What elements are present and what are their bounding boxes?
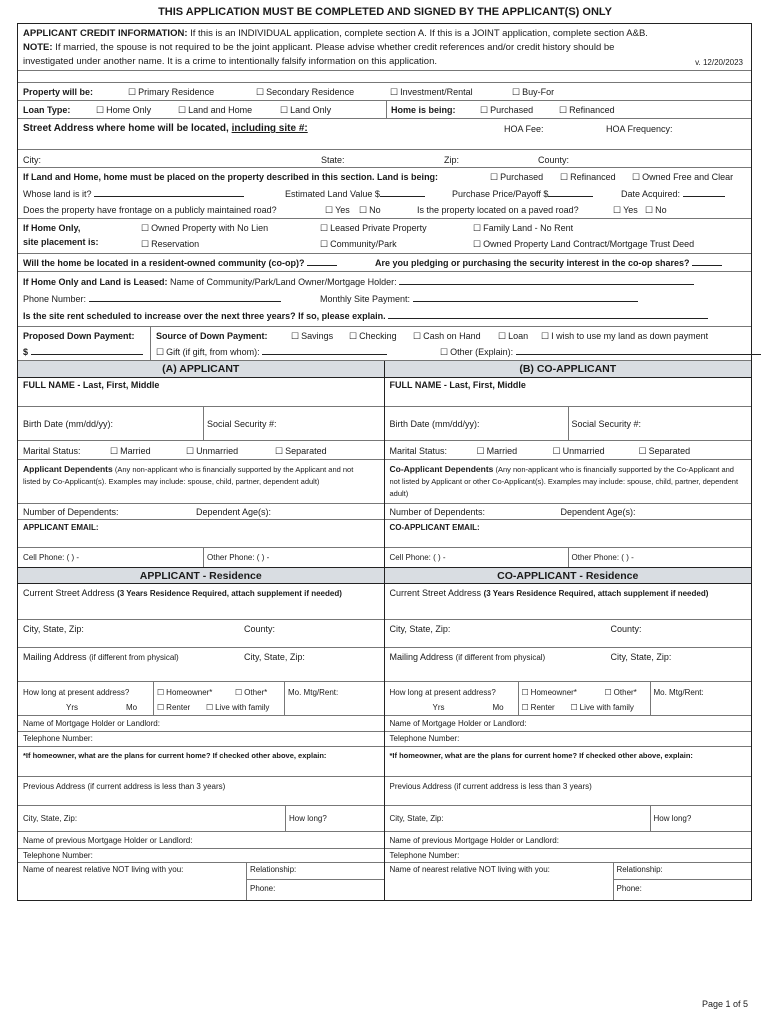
land-section xyxy=(18,168,751,219)
applicant-header: (A) APPLICANT xyxy=(18,361,384,378)
land-contract-checkbox[interactable]: ☐ Owned Property Land Contract/Mortgage Trust Deed xyxy=(473,239,694,250)
site-placement-label: site placement is: xyxy=(23,237,99,247)
applicant-mtg-rent[interactable]: Mo. Mtg/Rent: xyxy=(288,688,339,697)
applicant-dependents-note: (Any non-applicant who is financially supported by the Applicant and not listed by Co-Applicant(s). Examples may include: spouse, child, partner, dependent adult) xyxy=(23,465,354,486)
source-label: Source of Down Payment: xyxy=(156,331,268,341)
intro-note: If married, the spouse is not required to be the joint applicant. Please advise whether credit references and/or credit history should be xyxy=(55,42,615,53)
applicant-ssn[interactable]: Social Security #: xyxy=(207,419,277,429)
state-label: State: xyxy=(321,155,345,165)
applicant-other-checkbox[interactable]: ☐ Other* xyxy=(235,688,267,697)
applicant-full-name[interactable]: FULL NAME - Last, First, Middle xyxy=(23,380,160,390)
gift-field[interactable] xyxy=(262,347,387,355)
applicant-residence-header: APPLICANT - Residence xyxy=(18,567,384,584)
applicant-relative-phone[interactable]: Phone: xyxy=(250,884,276,893)
whose-land-field[interactable] xyxy=(94,189,244,197)
co-applicant-dependents-label: Co-Applicant Dependents xyxy=(389,464,494,474)
co-applicant-other-phone[interactable]: Other Phone: ( ) - xyxy=(571,553,634,562)
applicant-cell-phone[interactable]: Cell Phone: ( ) - xyxy=(23,553,80,562)
co-applicant-dependent-ages[interactable]: Dependent Age(s): xyxy=(560,507,636,517)
community-name-label: Name of Community/Park/Land Owner/Mortgage Holder: xyxy=(170,277,397,287)
home-only-checkbox[interactable]: ☐ Home Only xyxy=(96,105,151,116)
applicant-dependents-label: Applicant Dependents xyxy=(23,464,113,474)
applicant-mailing-address[interactable]: Mailing Address xyxy=(23,652,87,662)
loan-checkbox[interactable]: ☐ Loan xyxy=(498,331,528,342)
spacer xyxy=(18,71,751,83)
co-applicant-separated-checkbox[interactable]: ☐ Separated xyxy=(639,446,691,457)
applicant-previous-address[interactable]: Previous Address (if current address is less than 3 years) xyxy=(23,782,226,791)
co-applicant-live-family-checkbox[interactable]: ☐ Live with family xyxy=(571,703,634,712)
coop-shares-answer[interactable] xyxy=(692,258,722,266)
checking-checkbox[interactable]: ☐ Checking xyxy=(349,331,397,342)
leased-phone-label: Phone Number: xyxy=(23,294,87,304)
loan-type-row xyxy=(18,101,751,119)
investment-checkbox[interactable]: ☐ Investment/Rental xyxy=(390,87,473,98)
applicant-email[interactable]: APPLICANT EMAIL: xyxy=(23,523,99,532)
city-label: City: xyxy=(23,155,41,165)
co-applicant-relative-phone[interactable]: Phone: xyxy=(616,884,642,893)
applicant-unmarried-checkbox[interactable]: ☐ Unmarried xyxy=(186,446,238,457)
co-applicant-homeowner-checkbox[interactable]: ☐ Homeowner* xyxy=(522,688,577,697)
co-applicant-married-checkbox[interactable]: ☐ Married xyxy=(477,446,518,457)
paved-question: Is the property located on a paved road? xyxy=(417,205,579,215)
zip-label: Zip: xyxy=(444,155,460,165)
hoa-frequency-label: HOA Frequency: xyxy=(606,124,673,134)
land-owned-checkbox[interactable]: ☐ Owned Free and Clear xyxy=(632,172,733,183)
co-applicant-cell-phone[interactable]: Cell Phone: ( ) - xyxy=(389,553,446,562)
frontage-yes-checkbox[interactable]: ☐ Yes xyxy=(325,205,350,216)
applicant-homeowner-checkbox[interactable]: ☐ Homeowner* xyxy=(157,688,212,697)
rent-increase-field[interactable] xyxy=(388,311,708,319)
applicant-prev-how-long[interactable]: How long? xyxy=(289,814,327,823)
co-applicant-full-name[interactable]: FULL NAME - Last, First, Middle xyxy=(389,380,526,390)
purchased-checkbox[interactable]: ☐ Purchased xyxy=(480,105,533,116)
community-park-checkbox[interactable]: ☐ Community/Park xyxy=(320,239,397,250)
frontage-no-checkbox[interactable]: ☐ No xyxy=(359,205,381,216)
reservation-checkbox[interactable]: ☐ Reservation xyxy=(141,239,199,250)
home-is-label: Home is being: xyxy=(391,105,456,115)
co-applicant-prev-how-long[interactable]: How long? xyxy=(653,814,692,823)
co-applicant-mailing-city[interactable]: City, State, Zip: xyxy=(610,652,672,662)
applicant-relative[interactable]: Name of nearest relative NOT living with you: xyxy=(23,865,184,874)
coop-row xyxy=(18,254,751,272)
applicant-city-state-zip[interactable]: City, State, Zip: xyxy=(23,624,84,634)
community-name-field[interactable] xyxy=(399,277,694,285)
leased-section xyxy=(18,272,751,327)
est-value-field[interactable] xyxy=(380,189,425,197)
applicant-column xyxy=(18,361,385,900)
application-form xyxy=(17,23,752,901)
applicant-how-long: How long at present address? xyxy=(23,688,130,697)
co-applicant-mortgage-holder[interactable]: Name of Mortgage Holder or Landlord: xyxy=(389,719,527,728)
family-land-checkbox[interactable]: ☐ Family Land - No Rent xyxy=(473,223,573,234)
co-applicant-address-note: (3 Years Residence Required, attach supplement if needed) xyxy=(483,589,709,598)
co-applicant-residence-header: CO-APPLICANT - Residence xyxy=(385,567,752,584)
co-applicant-current-address[interactable]: Current Street Address xyxy=(389,588,482,598)
co-applicant-yrs[interactable]: Yrs xyxy=(432,703,445,712)
intro-line1: If this is an INDIVIDUAL application, complete section A. If this is a JOINT application, complete section A&B. xyxy=(190,28,648,39)
co-applicant-relationship[interactable]: Relationship: xyxy=(616,865,663,874)
co-applicant-renter-checkbox[interactable]: ☐ Renter xyxy=(522,703,555,712)
co-applicant-relative[interactable]: Name of nearest relative NOT living with you: xyxy=(389,865,550,874)
other-checkbox[interactable]: ☐ Other (Explain): xyxy=(440,347,513,357)
owned-no-lien-checkbox[interactable]: ☐ Owned Property with No Lien xyxy=(141,223,268,234)
applicant-address-note: (3 Years Residence Required, attach supplement if needed) xyxy=(117,589,342,598)
applicant-mailing-city[interactable]: City, State, Zip: xyxy=(244,652,305,662)
applicant-mortgage-holder[interactable]: Name of Mortgage Holder or Landlord: xyxy=(23,719,160,728)
down-payment-label: Proposed Down Payment: xyxy=(23,331,135,341)
down-payment-section xyxy=(18,327,751,361)
land-label: If Land and Home, home must be placed on the property described in this section. Land is being: xyxy=(23,172,439,182)
land-and-home-checkbox[interactable]: ☐ Land and Home xyxy=(178,105,252,116)
down-payment-field[interactable] xyxy=(31,347,143,355)
co-applicant-plans-question[interactable]: *If homeowner, what are the plans for current home? If checked other above, explain: xyxy=(389,751,693,760)
co-applicant-unmarried-checkbox[interactable]: ☐ Unmarried xyxy=(553,446,605,457)
co-applicant-header: (B) CO-APPLICANT xyxy=(385,361,752,378)
applicant-mo[interactable]: Mo xyxy=(126,703,138,712)
land-purchased-checkbox[interactable]: ☐ Purchased xyxy=(490,172,543,183)
intro-heading: APPLICANT CREDIT INFORMATION: xyxy=(23,28,188,39)
co-applicant-mtg-rent[interactable]: Mo. Mtg/Rent: xyxy=(653,688,704,697)
coop-shares-question: Are you pledging or purchasing the security interest in the co-op shares? xyxy=(375,258,690,268)
applicant-prev-city[interactable]: City, State, Zip: xyxy=(23,814,78,823)
applicant-num-dependents[interactable]: Number of Dependents: xyxy=(23,507,119,517)
est-value-label: Estimated Land Value $ xyxy=(285,189,380,199)
applicant-married-checkbox[interactable]: ☐ Married xyxy=(110,446,151,457)
co-applicant-column xyxy=(385,361,752,900)
applicant-grid xyxy=(18,361,751,900)
loan-type-label: Loan Type: xyxy=(23,105,71,115)
applicant-relationship[interactable]: Relationship: xyxy=(250,865,297,874)
site-payment-label: Monthly Site Payment: xyxy=(320,294,411,304)
land-refinanced-checkbox[interactable]: ☐ Refinanced xyxy=(560,172,616,183)
leased-private-checkbox[interactable]: ☐ Leased Private Property xyxy=(320,223,427,234)
whose-land-label: Whose land is it? xyxy=(23,189,92,199)
refinanced-checkbox[interactable]: ☐ Refinanced xyxy=(559,105,615,116)
co-applicant-mailing-note: (if different from physical) xyxy=(455,653,546,662)
applicant-birth-date[interactable]: Birth Date (mm/dd/yy): xyxy=(23,419,114,429)
page-title: THIS APPLICATION MUST BE COMPLETED AND SIGNED BY THE APPLICANT(S) ONLY xyxy=(158,6,612,18)
primary-residence-checkbox[interactable]: ☐ Primary Residence xyxy=(128,87,214,98)
co-applicant-prev-city[interactable]: City, State, Zip: xyxy=(389,814,444,823)
applicant-other-phone[interactable]: Other Phone: ( ) - xyxy=(207,553,270,562)
co-applicant-prev-holder[interactable]: Name of previous Mortgage Holder or Landlord: xyxy=(389,836,559,845)
co-applicant-county[interactable]: County: xyxy=(610,624,642,634)
applicant-marital-label: Marital Status: xyxy=(23,446,81,456)
city-row xyxy=(18,150,751,168)
co-applicant-previous-address[interactable]: Previous Address (if current address is less than 3 years) xyxy=(389,782,592,791)
secondary-residence-checkbox[interactable]: ☐ Secondary Residence xyxy=(256,87,354,98)
applicant-yrs[interactable]: Yrs xyxy=(66,703,78,712)
co-applicant-how-long: How long at present address? xyxy=(389,688,496,697)
property-row xyxy=(18,83,751,101)
co-applicant-ssn[interactable]: Social Security #: xyxy=(571,419,642,429)
cash-checkbox[interactable]: ☐ Cash on Hand xyxy=(413,331,481,342)
co-applicant-birth-date[interactable]: Birth Date (mm/dd/yy): xyxy=(389,419,480,429)
coop-question: Will the home be located in a resident-owned community (co-op)? xyxy=(23,258,305,268)
street-row xyxy=(18,119,751,150)
frontage-question: Does the property have frontage on a publicly maintained road? xyxy=(23,205,277,215)
leased-phone-field[interactable] xyxy=(89,294,281,302)
paved-no-checkbox[interactable]: ☐ No xyxy=(645,205,667,216)
applicant-telephone[interactable]: Telephone Number: xyxy=(23,734,93,743)
applicant-separated-checkbox[interactable]: ☐ Separated xyxy=(275,446,327,457)
intro-section xyxy=(18,24,751,71)
buy-for-checkbox[interactable]: ☐ Buy-For xyxy=(512,87,554,98)
street-label-site: including site #: xyxy=(231,123,308,134)
intro-line3: investigated under another name. It is a crime to intentionally falsify information on this application. xyxy=(23,56,438,67)
applicant-plans-question[interactable]: *If homeowner, what are the plans for current home? If checked other above, explain: xyxy=(23,751,327,760)
date-acquired-field[interactable] xyxy=(683,189,725,197)
savings-checkbox[interactable]: ☐ Savings xyxy=(291,331,333,342)
other-field[interactable] xyxy=(516,347,761,355)
applicant-prev-holder[interactable]: Name of previous Mortgage Holder or Landlord: xyxy=(23,836,193,845)
property-label: Property will be: xyxy=(23,87,94,97)
date-acquired-label: Date Acquired: xyxy=(621,189,681,199)
rent-increase-question: Is the site rent scheduled to increase over the next three years? If so, please explain. xyxy=(23,311,386,321)
applicant-dependent-ages[interactable]: Dependent Age(s): xyxy=(196,507,272,517)
paved-yes-checkbox[interactable]: ☐ Yes xyxy=(613,205,638,216)
co-applicant-mo[interactable]: Mo xyxy=(492,703,504,712)
co-applicant-city-state-zip[interactable]: City, State, Zip: xyxy=(389,624,451,634)
page-number: Page 1 of 5 xyxy=(701,999,748,1009)
street-label: Street Address where home will be located, xyxy=(23,123,229,134)
gift-checkbox[interactable]: ☐ Gift (if gift, from whom): xyxy=(156,347,260,357)
co-applicant-other-checkbox[interactable]: ☐ Other* xyxy=(605,688,637,697)
co-applicant-telephone[interactable]: Telephone Number: xyxy=(389,734,460,743)
note-label: NOTE: xyxy=(23,42,53,53)
co-applicant-mailing-address[interactable]: Mailing Address xyxy=(389,652,454,662)
purchase-price-label: Purchase Price/Payoff $ xyxy=(452,189,549,199)
co-applicant-num-dependents[interactable]: Number of Dependents: xyxy=(389,507,486,517)
site-payment-field[interactable] xyxy=(413,294,638,302)
land-only-checkbox[interactable]: ☐ Land Only xyxy=(280,105,331,116)
co-applicant-marital-label: Marital Status: xyxy=(389,446,448,456)
coop-answer[interactable] xyxy=(307,258,337,266)
co-applicant-email[interactable]: CO-APPLICANT EMAIL: xyxy=(389,523,480,532)
applicant-renter-checkbox[interactable]: ☐ Renter xyxy=(157,703,190,712)
home-only-label: If Home Only, xyxy=(23,223,81,233)
use-land-checkbox[interactable]: ☐ I wish to use my land as down payment xyxy=(541,331,708,342)
co-applicant-prev-telephone[interactable]: Telephone Number: xyxy=(389,851,460,860)
applicant-mailing-note: (if different from physical) xyxy=(89,653,179,662)
applicant-live-family-checkbox[interactable]: ☐ Live with family xyxy=(206,703,269,712)
applicant-prev-telephone[interactable]: Telephone Number: xyxy=(23,851,93,860)
county-label: County: xyxy=(538,155,570,165)
hoa-fee-label: HOA Fee: xyxy=(504,124,544,134)
home-only-section xyxy=(18,219,751,254)
applicant-current-address[interactable]: Current Street Address xyxy=(23,588,115,598)
leased-label: If Home Only and Land is Leased: xyxy=(23,277,168,287)
co-applicant-dependents-note: (Any non-applicant who is financially supported by the Co-Applicant and not listed by Applicant or other Co-Applicant(s). Examples may include: spouse, child, partner, dependent adult) xyxy=(389,465,739,498)
purchase-price-field[interactable] xyxy=(548,189,593,197)
dollar-sign: $ xyxy=(23,347,29,357)
applicant-county[interactable]: County: xyxy=(244,624,276,634)
version-label: v. 12/20/2023 xyxy=(695,58,743,67)
